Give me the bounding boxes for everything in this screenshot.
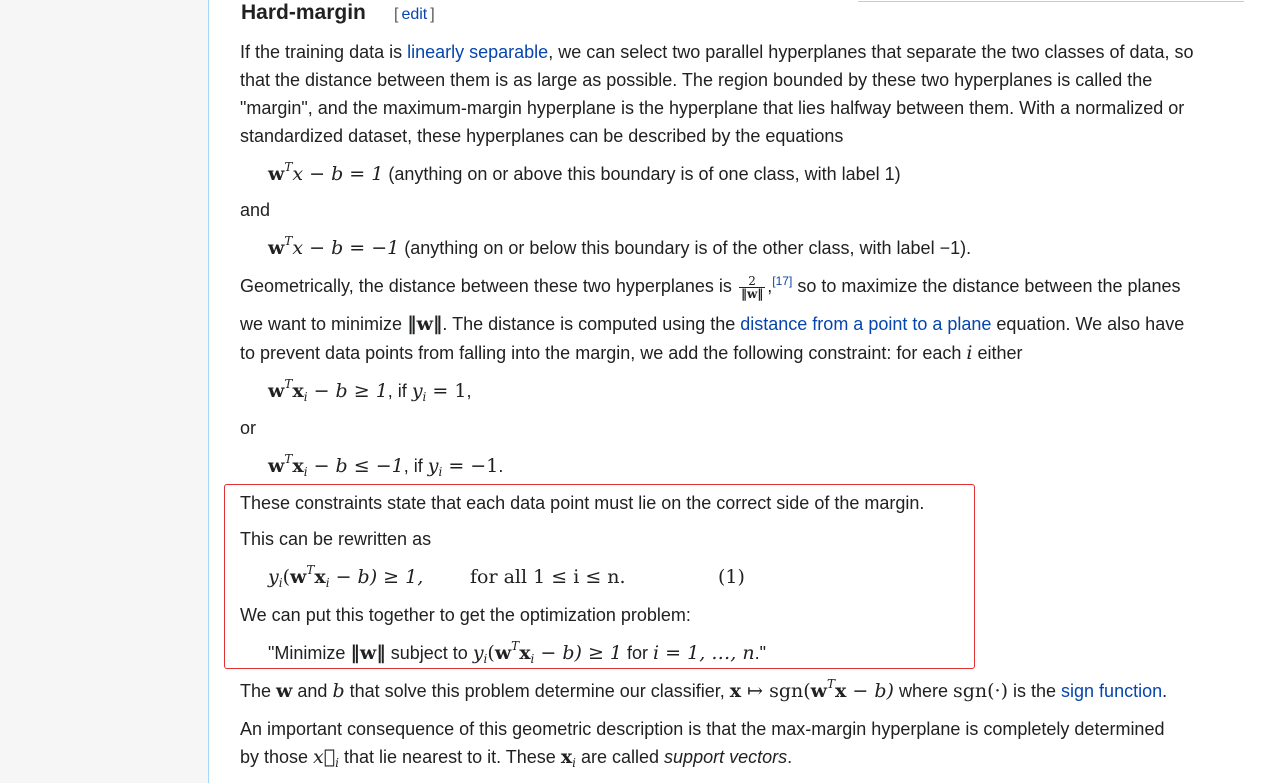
distance-point-plane-link[interactable]: distance from a point to a plane: [740, 314, 992, 334]
reference-17-link[interactable]: [17]: [772, 274, 793, 288]
and-text: and: [240, 200, 271, 220]
equation-lower-hyperplane: $w^Tx - b = -1$ (anything on or below this boundary is of the other class, with label −1).: [268, 234, 972, 259]
para1-line2: that the distance between them is as large as possible. The region bounded by these two hyperplanes is called the: [240, 70, 1153, 90]
combined-constraint-forall: for all 1 ≤ i ≤ n.: [470, 566, 626, 588]
infobox-bottom-edge: [858, 0, 1244, 2]
section-heading: Hard-margin: [241, 1, 366, 24]
minimize-text: we want to minimize ‖w‖. The distance is computed using the distance from a point to a plane equation. We also have: [240, 313, 1185, 335]
constraint-negative: $w^Tx_i - b \le -1$, if $y_i = -1$.: [268, 452, 504, 479]
distance-fraction: $\frac{2}{‖w‖}$: [740, 273, 764, 301]
classifier-text: The w and b that solve this problem determine our classifier, x ↦ $sgn(w^Tx - b)$ where sgn(·) is the sign function.: [240, 677, 1168, 702]
geometric-distance-text: Geometrically, the distance between these two hyperplanes is $\frac{2}{‖w‖}$ ,[17] so to maximize the distance between the planes: [240, 273, 1181, 301]
or-text: or: [240, 418, 257, 438]
optimization-problem: "Minimize ‖w‖ subject to $y_i(w^Tx_i - b) \ge 1$ for i = 1, …, n.": [268, 639, 766, 666]
edit-link[interactable]: edit: [401, 6, 428, 23]
constraint-positive: $w^Tx_i - b \ge 1$, if $y_i = 1$,: [268, 377, 472, 404]
linearly-separable-link[interactable]: linearly separable: [407, 42, 549, 62]
consequence-line1: An important consequence of this geometric description is that the max-margin hyperplane is completely determined: [240, 719, 1165, 739]
equation-upper-hyperplane: $w^Tx - b = 1$ (anything on or above this boundary is of one class, with label 1): [268, 160, 901, 185]
constraints-state-text: These constraints state that each data point must lie on the correct side of the margin.: [240, 493, 925, 513]
rewritten-text: This can be rewritten as: [240, 529, 432, 549]
prevent-text: to prevent data points from falling into the margin, we add the following constraint: for each i either: [240, 342, 1023, 364]
sign-function-link[interactable]: sign function: [1061, 681, 1163, 701]
left-sidebar: [0, 0, 209, 783]
equation-number: (1): [718, 566, 745, 588]
para1-line3: "margin", and the maximum-margin hyperplane is the hyperplane that lies halfway between them. With a normalized or: [240, 98, 1185, 118]
para1-line4: standardized dataset, these hyperplanes can be described by the equations: [240, 126, 844, 146]
support-vectors-term: support vectors: [664, 747, 788, 767]
edit-section: [ edit ]: [394, 6, 435, 23]
together-text: We can put this together to get the optimization problem:: [240, 605, 691, 625]
consequence-line2: by those $x⃗_i$ that lie nearest to it. These $x_i$ are called support vectors.: [240, 746, 793, 770]
para1-line1: If the training data is linearly separable, we can select two parallel hyperplanes that separate the two classes of data, so: [240, 42, 1194, 62]
combined-constraint: $y_i(w^Tx_i - b) \ge 1$,: [268, 563, 424, 590]
